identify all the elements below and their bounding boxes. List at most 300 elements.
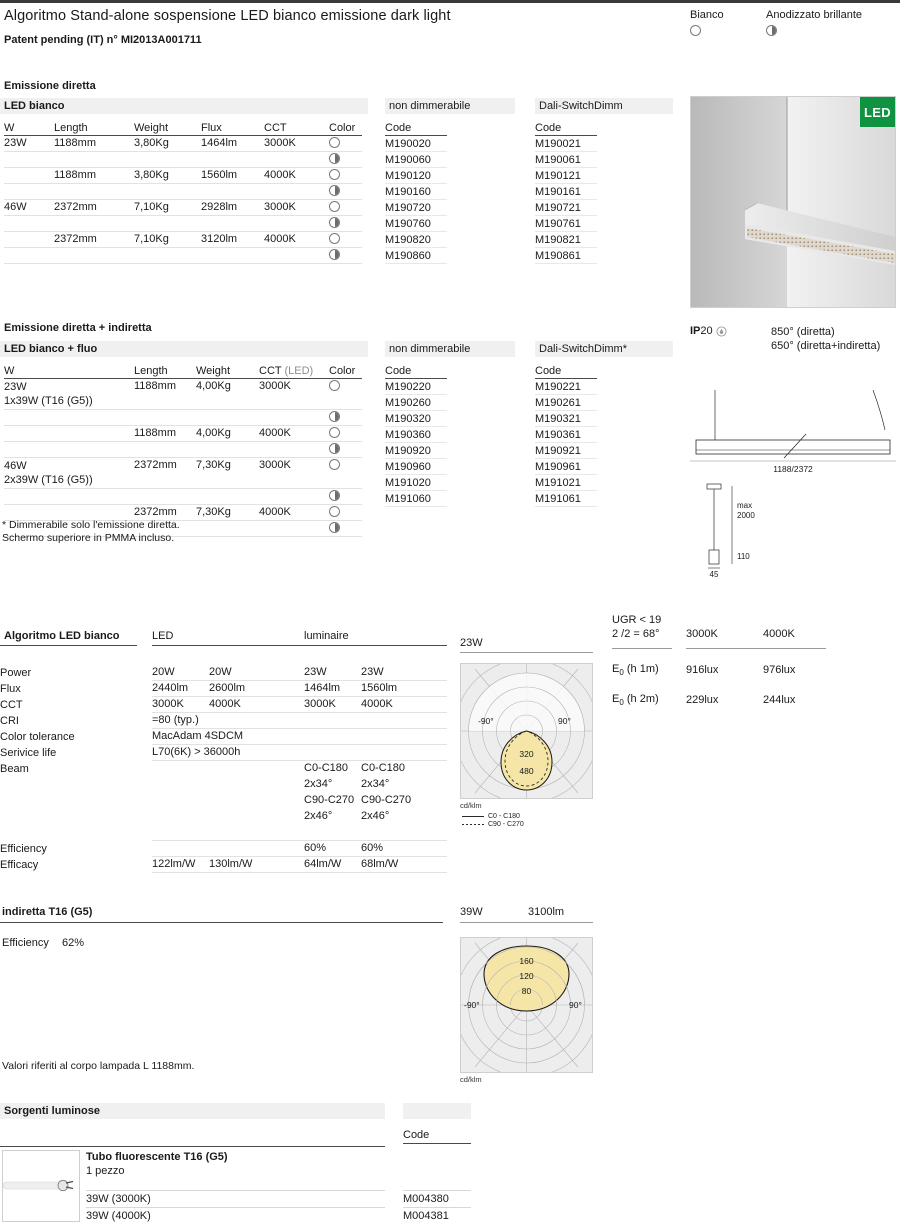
lamp-info	[86, 1150, 228, 1178]
circle-half-icon	[329, 217, 340, 228]
col-w: W	[4, 365, 134, 379]
spec-col-luminaire: luminaire	[304, 630, 349, 642]
circle-half-icon	[329, 185, 340, 196]
spec-beam-b: C0-C180	[361, 762, 406, 774]
col-color: Color	[329, 122, 362, 136]
chart-direct-unit: cd/klm	[460, 801, 482, 810]
spec-col-headers	[152, 630, 447, 646]
sources-code-header: Code	[403, 1129, 430, 1141]
code-row	[535, 395, 597, 411]
cell-color	[329, 136, 362, 152]
angle-diretta: 850° (diretta)	[771, 326, 835, 338]
section-direct-indirect-heading: Emissione diretta + indiretta	[4, 322, 152, 334]
code-row	[385, 184, 447, 200]
spec-row-label: Efficiency	[0, 843, 47, 855]
chart-direct-title: 23W	[460, 637, 483, 649]
spec-beam-b: 2x46°	[361, 810, 390, 822]
sources-band-code	[403, 1103, 471, 1119]
code-cell: M190961	[535, 459, 597, 475]
spec-row-label: Serivice life	[0, 747, 57, 759]
cell-cct	[264, 248, 329, 264]
direct-indirect-product-table	[4, 365, 362, 537]
ip-drop-icon	[716, 326, 727, 337]
spec-row-label: CCT	[0, 699, 23, 711]
direct-band-non-dimmerabile: non dimmerabile	[385, 98, 515, 114]
spec-beam-a: C0-C180	[304, 762, 349, 774]
cell-flux: 2928lm	[201, 200, 264, 216]
table-row	[4, 200, 362, 216]
code-header: Code	[535, 122, 597, 136]
cell-cct: 4000K	[259, 505, 329, 521]
code-cell: M190821	[535, 232, 597, 248]
spec-beam-b: C90-C270	[361, 794, 412, 806]
code-row	[535, 216, 597, 232]
circle-half-icon	[329, 153, 340, 164]
code-cell: M190021	[535, 136, 597, 152]
cell-weight: 7,30Kg	[196, 505, 259, 521]
axis-label-right: 90°	[569, 1000, 582, 1010]
circle-empty-icon	[329, 137, 340, 148]
spec-title-wrap	[0, 630, 145, 646]
footnote-2: Schermo superiore in PMMA incluso.	[2, 532, 175, 544]
spec-span-value: =80 (typ.)	[152, 714, 199, 726]
col-cct: CCT	[264, 122, 329, 136]
footnotes	[2, 519, 180, 545]
e0-h1m-3000: 916lux	[686, 664, 719, 676]
contour-label-120: 120	[519, 971, 534, 981]
cell-cct	[264, 216, 329, 232]
table-row	[4, 489, 362, 505]
cell-length: 2372mm	[134, 505, 196, 521]
drawing-drop-value: 110	[737, 552, 750, 561]
code-row	[535, 427, 597, 443]
spec-led-1: 2440lm	[152, 682, 189, 694]
chart-indirect-power: 39W	[460, 906, 483, 918]
cell-w	[4, 152, 54, 168]
cell-color	[329, 232, 362, 248]
angle-diretta-indiretta: 650° (diretta+indiretta)	[771, 340, 881, 352]
table-row	[4, 379, 362, 410]
code-row	[535, 184, 597, 200]
ugr-cct-3000: 3000K	[686, 628, 718, 640]
code-cell: M190820	[385, 232, 447, 248]
cell-color	[329, 410, 362, 426]
cell-cct: 3000K	[264, 200, 329, 216]
cell-w	[4, 426, 134, 442]
cell-flux: 1464lm	[201, 136, 264, 152]
cell-cct	[264, 184, 329, 200]
code-row	[535, 443, 597, 459]
code-header: Code	[385, 122, 447, 136]
chart-direct-legend	[462, 812, 524, 828]
code-cell: M191021	[535, 475, 597, 491]
code-row	[385, 411, 447, 427]
section-direct-heading: Emissione diretta	[4, 80, 96, 92]
lamp-qty: 1 pezzo	[86, 1165, 125, 1177]
circle-empty-icon	[329, 380, 340, 391]
cell-w	[4, 168, 54, 184]
spec-value-column	[152, 665, 447, 873]
spec-beam-a: C90-C270	[304, 794, 355, 806]
code-row	[385, 216, 447, 232]
cell-cct: 4000K	[264, 232, 329, 248]
lamp-name: Tubo fluorescente T16 (G5)	[86, 1151, 228, 1163]
circle-half-icon	[329, 490, 340, 501]
spec-row-label: Power	[0, 667, 32, 679]
spec-led-1: 3000K	[152, 698, 184, 710]
chart-indirect-flux: 3100lm	[528, 906, 565, 918]
cell-cct: 3000K	[264, 136, 329, 152]
code-cell: M190360	[385, 427, 447, 443]
spec-beam-a: 2x46°	[304, 810, 333, 822]
indirect-note: Valori riferiti al corpo lampada L 1188mm.	[2, 1060, 195, 1072]
spec-led-2: 2600lm	[209, 682, 246, 694]
spec-lum-1: 1464lm	[304, 682, 341, 694]
spec-row-values	[152, 665, 447, 681]
circle-empty-icon	[329, 506, 340, 517]
direct-product-table	[4, 122, 362, 264]
finish-anodizzato	[766, 9, 862, 36]
circle-half-icon	[329, 522, 340, 533]
code-cell: M190921	[535, 443, 597, 459]
code-cell: M190120	[385, 168, 447, 184]
code-cell: M190260	[385, 395, 447, 411]
code-row	[535, 379, 597, 395]
cell-color	[329, 426, 362, 442]
spec-led-2: 20W	[209, 666, 232, 678]
cell-length: 1188mm	[54, 136, 134, 152]
top-edge-bar	[0, 0, 900, 3]
di-codes-non-dimmerabile	[385, 365, 447, 507]
cell-length: 2372mm	[54, 200, 134, 216]
table-row	[4, 458, 362, 489]
cell-length	[54, 184, 134, 200]
circle-half-icon	[329, 443, 340, 454]
cell-cct	[259, 410, 329, 426]
cell-color	[329, 248, 362, 264]
code-cell: M190020	[385, 136, 447, 152]
code-cell: M190061	[535, 152, 597, 168]
table-row	[4, 248, 362, 264]
chart-indirect-unit: cd/klm	[460, 1075, 482, 1084]
code-row	[385, 379, 447, 395]
product-photo-illustration	[691, 97, 895, 307]
fluorescent-tube-icon	[3, 1151, 79, 1221]
code-cell: M190161	[535, 184, 597, 200]
code-row	[385, 168, 447, 184]
cell-color	[329, 216, 362, 232]
cell-length: 1188mm	[134, 426, 196, 442]
cell-weight	[134, 248, 201, 264]
lamp-thumbnail	[2, 1150, 80, 1222]
spec-row-values	[152, 681, 447, 697]
spec-row-label: CRI	[0, 715, 19, 727]
code-cell: M190361	[535, 427, 597, 443]
spec-lum-2: 1560lm	[361, 682, 398, 694]
contour-label-160: 160	[519, 956, 534, 966]
di-band-non-dimmerabile: non dimmerabile	[385, 341, 515, 357]
cell-flux: 3120lm	[201, 232, 264, 248]
spec-lum-1: 64lm/W	[304, 858, 342, 870]
indirect-efficiency-value: 62%	[62, 937, 85, 949]
cell-weight	[134, 216, 201, 232]
cell-cct: 3000K	[259, 379, 329, 410]
spec-row-values	[152, 713, 447, 729]
col-cct-suffix: (LED)	[284, 365, 314, 377]
spec-title: Algoritmo LED bianco	[4, 630, 120, 642]
e0-subscript: 0	[619, 668, 624, 678]
table-header-row	[4, 365, 362, 379]
e0-symbol: E	[612, 663, 620, 675]
code-row	[535, 411, 597, 427]
code-cell: M190261	[535, 395, 597, 411]
code-cell: M191020	[385, 475, 447, 491]
circle-half-icon	[766, 25, 777, 36]
cell-color	[329, 200, 362, 216]
cell-color	[329, 184, 362, 200]
led-badge: LED	[860, 97, 895, 127]
cell-w	[4, 184, 54, 200]
spec-row-label: Color tolerance	[0, 731, 75, 743]
spec-span-value: L70(6K) > 36000h	[152, 746, 241, 758]
cell-flux	[201, 216, 264, 232]
polar-chart-direct	[460, 663, 593, 799]
spec-label-column	[0, 665, 137, 873]
lamp-variant-code: M004381	[403, 1207, 471, 1224]
cell-w	[4, 248, 54, 264]
code-cell: M190760	[385, 216, 447, 232]
cell-length	[54, 216, 134, 232]
chart-indirect-header	[460, 906, 593, 923]
direct-codes-dali	[535, 122, 597, 264]
spec-row-values	[152, 841, 447, 857]
code-cell: M190920	[385, 443, 447, 459]
cell-weight: 7,10Kg	[134, 200, 201, 216]
e0-height: (h 1m)	[626, 663, 659, 675]
cell-length	[54, 152, 134, 168]
cell-w	[4, 232, 54, 248]
code-row	[385, 459, 447, 475]
section-direct-band: LED bianco	[0, 98, 368, 114]
ip-code-rest: 20	[700, 325, 713, 337]
spec-col-led: LED	[152, 630, 174, 642]
indirect-header	[0, 906, 443, 923]
code-cell: M190060	[385, 152, 447, 168]
col-weight: Weight	[196, 365, 259, 379]
spec-lum-2: 4000K	[361, 698, 393, 710]
spec-led-2: 4000K	[209, 698, 241, 710]
footnote-1: * Dimmerabile solo l'emissione diretta.	[2, 519, 180, 531]
dimension-drawing-suspension	[688, 480, 808, 581]
cell-w	[4, 216, 54, 232]
cell-weight	[196, 410, 259, 426]
direct-codes-non-dimmerabile	[385, 122, 447, 264]
table-header-row	[4, 122, 362, 136]
table-row	[4, 152, 362, 168]
cell-color	[329, 489, 362, 505]
code-cell: M190121	[535, 168, 597, 184]
ip-code-bold: IP	[690, 325, 701, 337]
cell-weight	[196, 489, 259, 505]
code-row	[535, 459, 597, 475]
sources-code-header-wrap	[403, 1129, 471, 1144]
cell-color	[329, 521, 362, 537]
cell-length	[134, 489, 196, 505]
code-row	[535, 136, 597, 152]
code-row	[535, 168, 597, 184]
code-row	[385, 427, 447, 443]
col-cct-main: CCT	[259, 365, 282, 377]
table-row	[4, 216, 362, 232]
finish-bianco-label: Bianco	[690, 9, 724, 21]
lamp-variant-code: M004380	[403, 1190, 471, 1207]
page-title: Algoritmo Stand-alone sospensione LED bianco emissione dark light	[4, 8, 451, 24]
spec-beam-b: 2x34°	[361, 778, 390, 790]
code-cell: M190960	[385, 459, 447, 475]
spec-row-values	[152, 745, 447, 761]
circle-empty-icon	[690, 25, 701, 36]
di-codes-dali	[535, 365, 597, 507]
contour-label-480: 480	[519, 766, 534, 776]
drawing-max-value: 2000	[737, 511, 755, 520]
finish-anodizzato-label: Anodizzato brillante	[766, 9, 863, 21]
e0-h1m-4000: 976lux	[763, 664, 796, 676]
indirect-efficiency-label: Efficiency	[2, 937, 49, 949]
indirect-title: indiretta T16 (G5)	[2, 906, 93, 918]
spec-beam-a: 2x34°	[304, 778, 333, 790]
code-cell: M191060	[385, 491, 447, 507]
spec-led-1: 122lm/W	[152, 858, 196, 870]
circle-empty-icon	[329, 169, 340, 180]
table-row	[4, 168, 362, 184]
table-row	[4, 232, 362, 248]
code-row	[385, 152, 447, 168]
cell-w: 23W	[4, 136, 54, 152]
table-row	[4, 442, 362, 458]
lamp-variant-label: 39W (4000K)	[86, 1207, 385, 1224]
cell-flux: 1560lm	[201, 168, 264, 184]
col-weight: Weight	[134, 122, 201, 136]
cell-color	[329, 458, 362, 489]
spec-span-value: MacAdam 4SDCM	[152, 730, 244, 742]
code-row	[385, 475, 447, 491]
code-row	[385, 232, 447, 248]
circle-half-icon	[329, 411, 340, 422]
cell-weight: 7,10Kg	[134, 232, 201, 248]
spec-row-values	[152, 761, 447, 841]
cell-w	[4, 442, 134, 458]
circle-empty-icon	[329, 427, 340, 438]
cell-w	[4, 489, 134, 505]
cell-weight: 4,00Kg	[196, 426, 259, 442]
cell-color	[329, 505, 362, 521]
spec-row-values	[152, 697, 447, 713]
circle-empty-icon	[329, 233, 340, 244]
polar-chart-indirect	[460, 937, 593, 1073]
cell-color	[329, 379, 362, 410]
col-color: Color	[329, 365, 362, 379]
cell-cct: 4000K	[264, 168, 329, 184]
code-cell: M190720	[385, 200, 447, 216]
code-row	[535, 232, 597, 248]
sources-band: Sorgenti luminose	[0, 1103, 385, 1119]
axis-label-left: -90°	[478, 716, 494, 726]
e0-subscript: 0	[619, 698, 624, 708]
cell-w	[4, 410, 134, 426]
cell-weight	[196, 521, 259, 537]
cell-weight	[196, 442, 259, 458]
cell-flux	[201, 248, 264, 264]
code-row	[385, 200, 447, 216]
circle-empty-icon	[329, 459, 340, 470]
e0-h1m-label	[612, 663, 659, 677]
cell-length: 2372mm	[54, 232, 134, 248]
code-header: Code	[385, 365, 447, 379]
code-cell: M190160	[385, 184, 447, 200]
cell-weight	[134, 184, 201, 200]
cell-w: 23W 1x39W (T16 (G5))	[4, 379, 134, 410]
circle-empty-icon	[329, 201, 340, 212]
chart-direct-header	[460, 637, 593, 653]
cell-color	[329, 168, 362, 184]
cell-color	[329, 152, 362, 168]
spec-led-1: 20W	[152, 666, 175, 678]
code-cell: M190861	[535, 248, 597, 264]
section-direct-indirect-band: LED bianco + fluo	[0, 341, 368, 357]
contour-label-80: 80	[521, 986, 532, 996]
code-cell: M191061	[535, 491, 597, 507]
cell-length	[134, 442, 196, 458]
cell-length: 1188mm	[134, 379, 196, 410]
code-row	[385, 248, 447, 264]
cell-color	[329, 442, 362, 458]
e0-h2m-3000: 229lux	[686, 694, 719, 706]
code-cell: M190320	[385, 411, 447, 427]
drawing-width-value: 45	[709, 570, 719, 578]
table-row	[4, 426, 362, 442]
spec-lum-1: 23W	[304, 666, 327, 678]
spec-lum-1: 3000K	[304, 698, 336, 710]
code-cell: M190860	[385, 248, 447, 264]
spec-led-2: 130lm/W	[209, 858, 253, 870]
lamp-variant-label: 39W (3000K)	[86, 1190, 385, 1207]
col-length: Length	[54, 122, 134, 136]
cell-weight: 4,00Kg	[196, 379, 259, 410]
code-cell: M190321	[535, 411, 597, 427]
code-cell: M190761	[535, 216, 597, 232]
contour-label-320: 320	[519, 749, 534, 759]
cell-length: 2372mm	[134, 458, 196, 489]
lamp-variant-codes	[403, 1190, 471, 1224]
cell-cct: 4000K	[259, 426, 329, 442]
code-cell: M190221	[535, 379, 597, 395]
cell-length	[134, 410, 196, 426]
drawing-max-label: max	[737, 501, 753, 510]
cell-cct	[259, 489, 329, 505]
ugr-lines	[612, 613, 661, 641]
code-row	[385, 136, 447, 152]
col-length: Length	[134, 365, 196, 379]
col-w: W	[4, 122, 54, 136]
col-flux: Flux	[201, 122, 264, 136]
spec-lum-2: 68lm/W	[361, 858, 399, 870]
code-cell: M190721	[535, 200, 597, 216]
direct-band-dali: Dali-SwitchDimm	[535, 98, 673, 114]
cell-w: 46W	[4, 200, 54, 216]
ip-rating	[690, 325, 727, 337]
beam-angles	[771, 325, 880, 353]
cell-length	[54, 248, 134, 264]
